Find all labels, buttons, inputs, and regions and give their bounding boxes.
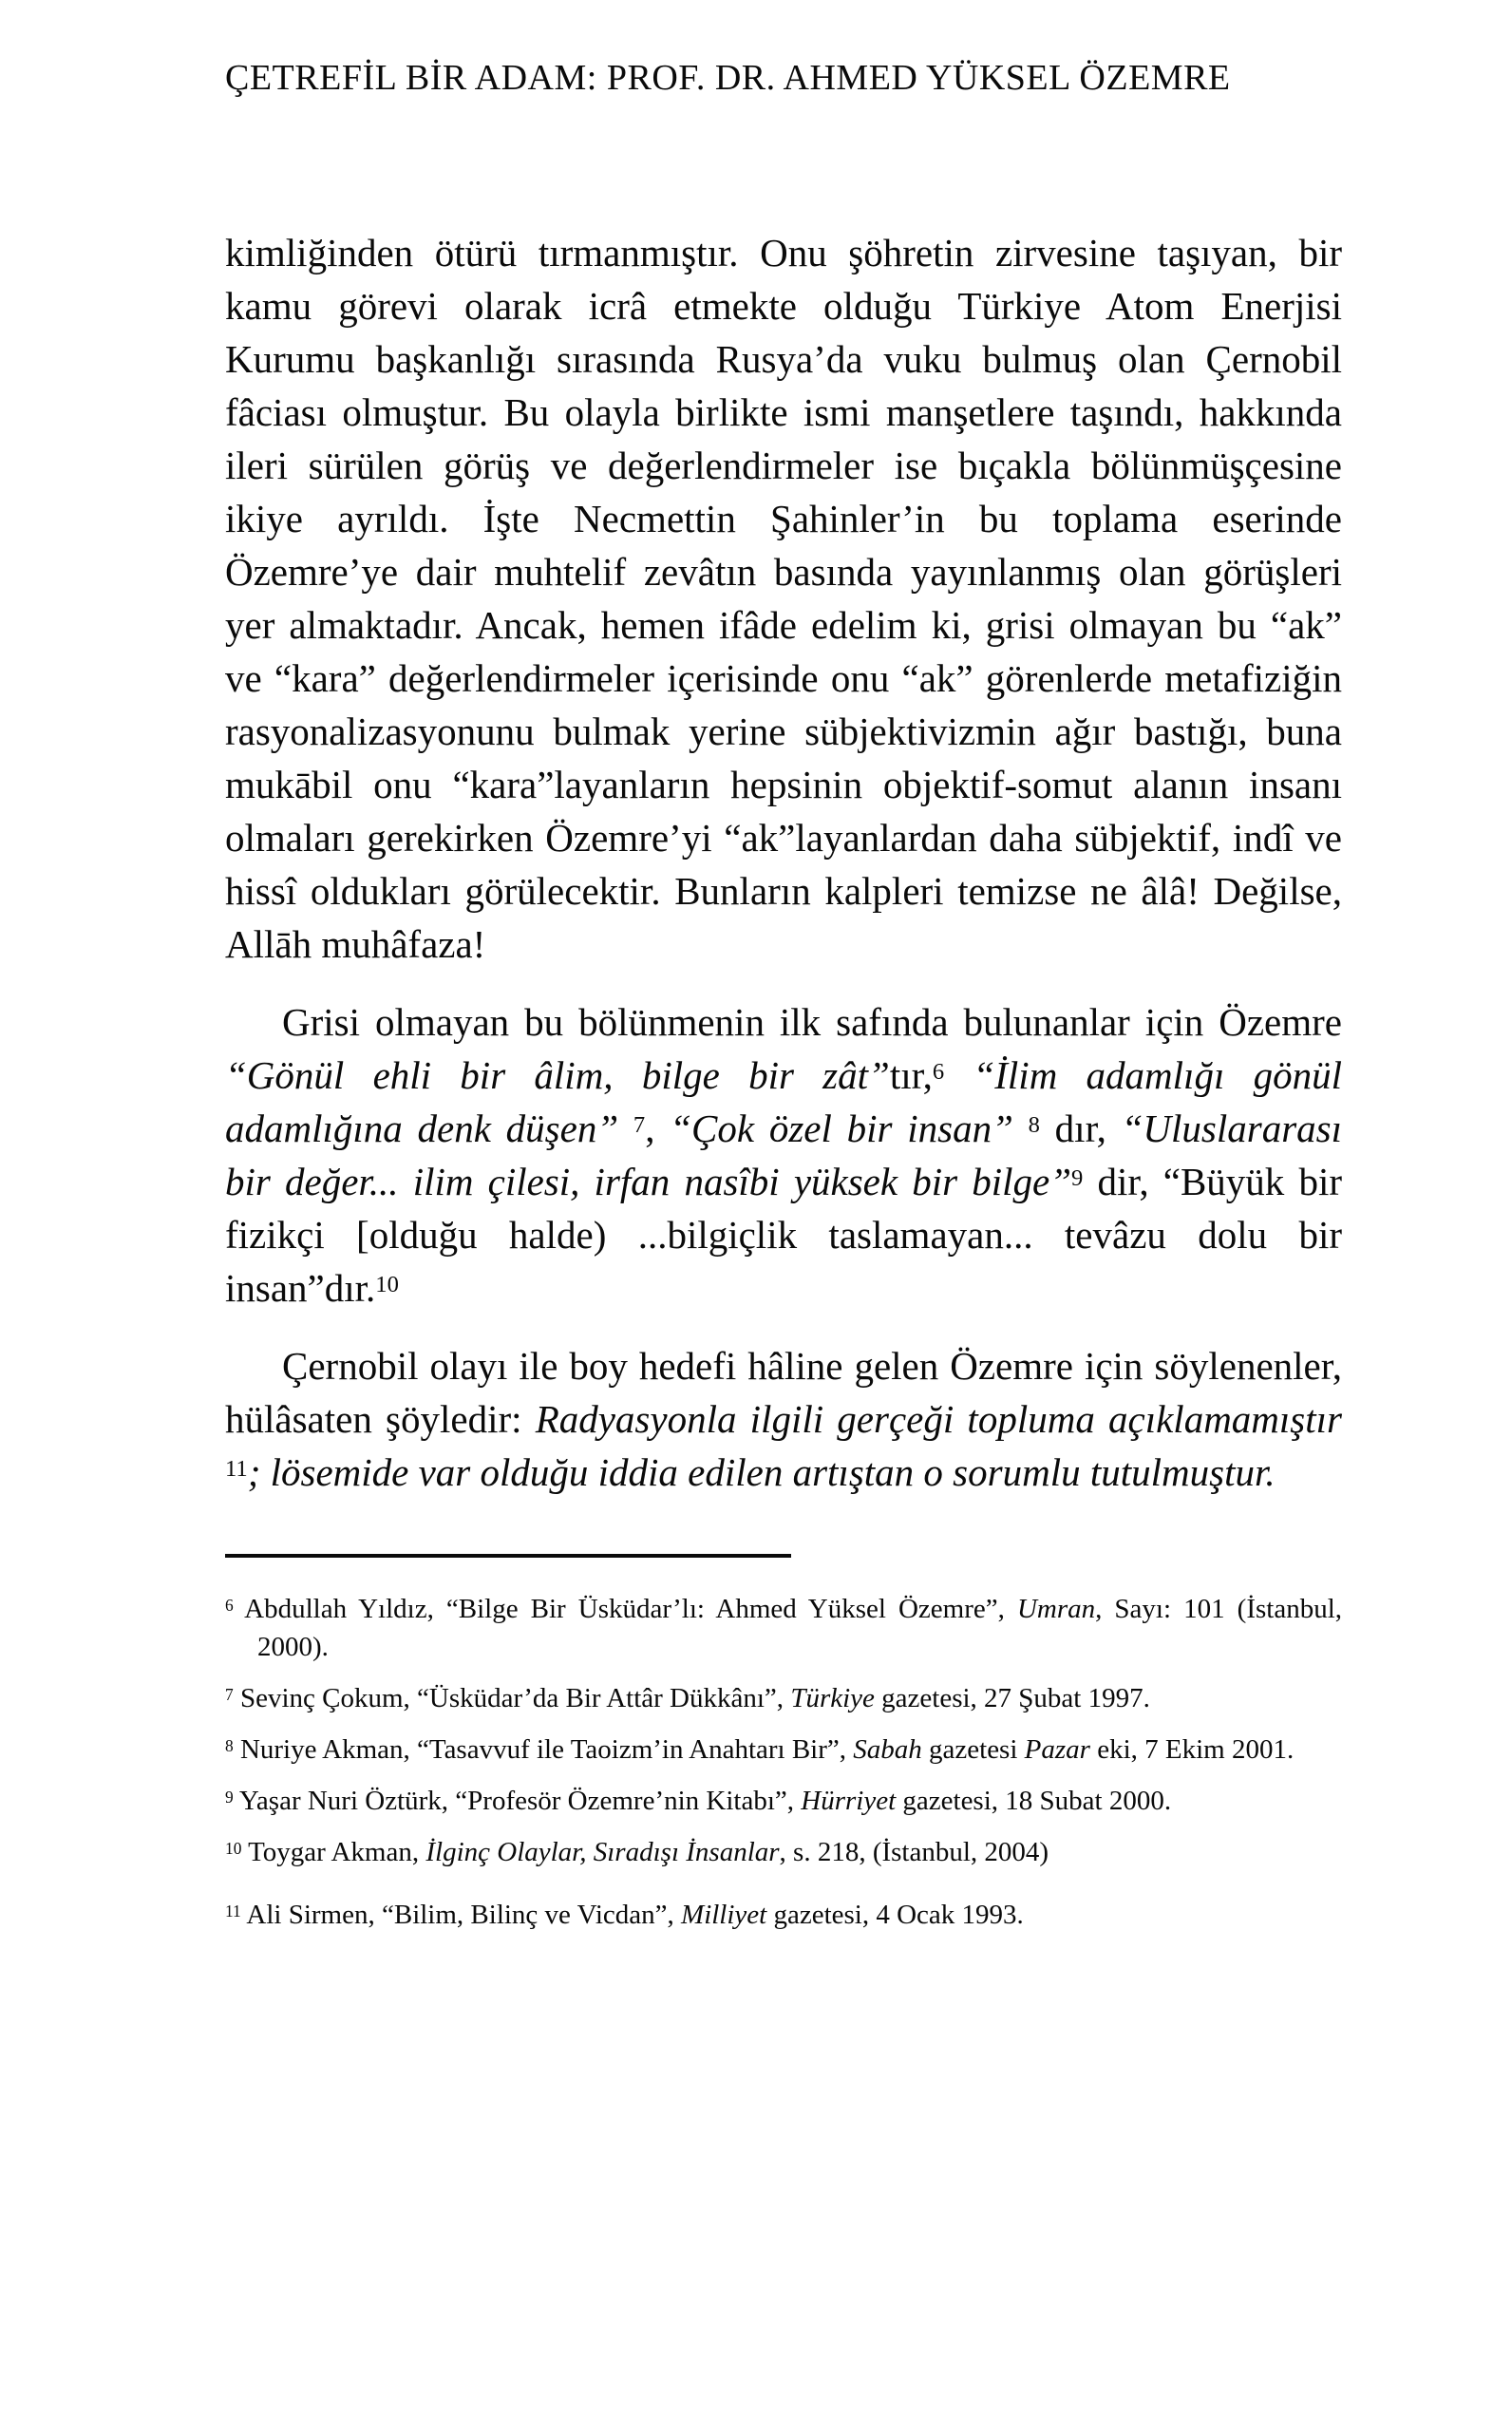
body-text [225, 226, 1342, 1499]
footnote-11: $^{11}$ Ali Sirmen, “Bilim, Bilinç ve Vicdan”, Milliyet gazetesi, 4 Ocak 1993. [225, 1900, 1024, 1930]
footnote-separator [225, 1554, 791, 1558]
footnotes-section [225, 1590, 1342, 1934]
footnote-6: $^6$ Abdullah Yıldız, “Bilge Bir Üsküdar’lı: Ahmed Yüksel Özemre”, Umran, Sayı: 101 (İstanbul, 2000). [225, 1594, 1343, 1662]
paragraph-1: kimliğinden ötürü tırmanmıştır. Onu şöhretin zirvesine taşıyan, bir kamu görevi olarak icrâ etmekte olduğu Türkiye Atom Enerjisi Kurumu başkanlığı sırasında Rusya’da vuku bulmuş olan Çernobil fâciası olmuştur. Bu olayla birlikte ismi manşetlere taşındı, hakkında ileri sürülen görüş ve değerlendirmeler ise bıçakla bölünmüşçesine ikiye ayrıldı. İşte Necmettin Şahinler’in bu toplama eserinde Özemre’ye dair muhtelif zevâtın basında yayınlanmış olan görüşleri yer almaktadır. Ancak, hemen ifâde edelim ki, grisi olmayan bu “ak” ve “kara” değerlendirmeler içerisinde onu “ak” görenlerde metafiziğin rasyonalizasyonunu bulmak yerine sübjektivizmin ağır bastığı, buna mukābil onu “kara”layanların hepsinin objektif-somut alanın insanı olmaları gerekirken Özemre’yi “ak”layanlardan daha sübjektif, indî ve hissî oldukları görülecektir. Bunların kalpleri temizse ne âlâ! Değilse, Allāh muhâfaza! [225, 231, 1342, 966]
paragraph-2: Grisi olmayan bu bölünmenin ilk safında bulunanlar için Özemre “Gönül ehli bir âlim, bilge bir zât”tır,$^6$ “İlim adamlığı gönül adamlığına denk düşen” $^7$, “Çok özel bir insan” $^8$ dır, “Uluslararası bir değer... ilim çilesi, irfan nasîbi yüksek bir bilge”$^9$ dir, “Büyük bir fizikçi [olduğu halde) ...bilgiçlik taslamayan... tevâzu dolu bir insan”dır.$^{10}$ [225, 1000, 1343, 1310]
footnote-10: $^{10}$ Toygar Akman, İlginç Olaylar, Sıradışı İnsanlar, s. 218, (İstanbul, 2004) [225, 1837, 1049, 1867]
footnote-8: $^8$ Nuriye Akman, “Tasavvuf ile Taoizm’in Anahtarı Bir”, Sabah gazetesi Pazar eki, 7 Ekim 2001. [225, 1734, 1295, 1765]
footnote-7: $^7$ Sevinç Çokum, “Üsküdar’da Bir Attâr Dükkânı”, Türkiye gazetesi, 27 Şubat 1997. [225, 1683, 1150, 1713]
footnote-9: $^9$ Yaşar Nuri Öztürk, “Profesör Özemre’nin Kitabı”, Hürriyet gazetesi, 18 Subat 2000. [225, 1786, 1172, 1816]
paragraph-3: Çernobil olayı ile boy hedefi hâline gelen Özemre için söylenenler, hülâsaten şöyledir: Radyasyonla ilgili gerçeği topluma açıklamamıştır $^{11}$; lösemide var olduğu iddia edilen artıştan o sorumlu tutulmuştur. [225, 1344, 1342, 1494]
running-header: ÇETREFİL BİR ADAM: PROF. DR. AHMED YÜKSEL ÖZEMRE [225, 58, 1231, 98]
